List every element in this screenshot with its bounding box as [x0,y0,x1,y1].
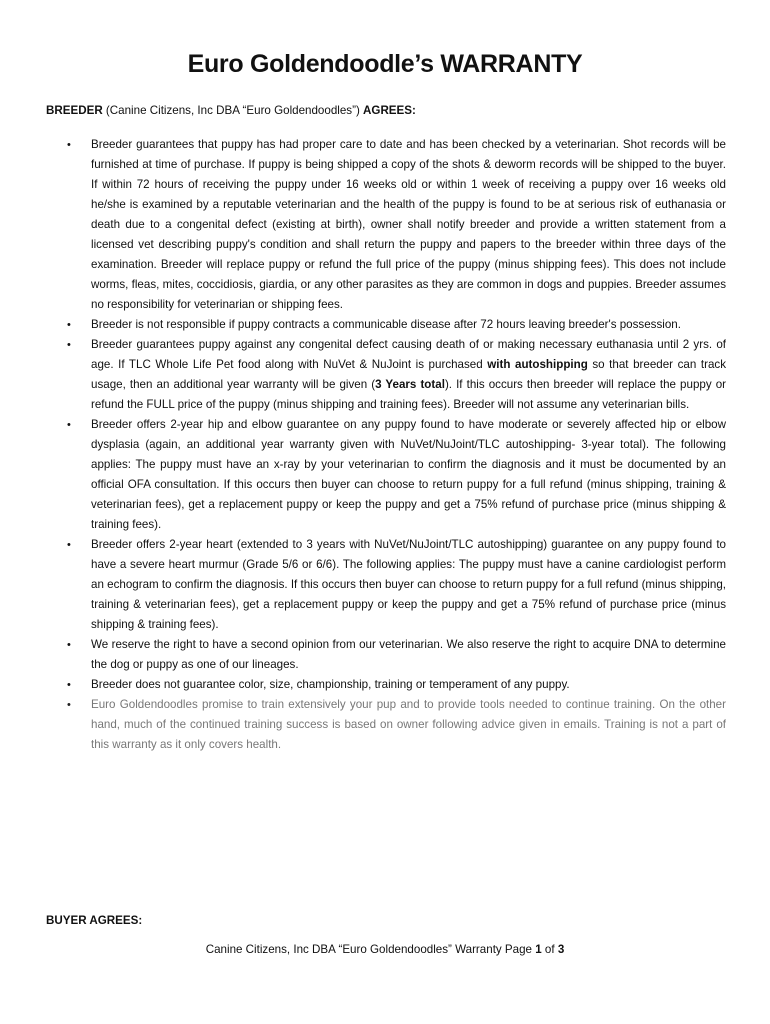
clause-text: Breeder offers 2-year hip and elbow guarantee on any puppy found to have moderate or severely affected hip or elbow dysplasia (again, an additional year warranty given with NuVet/NuJoint/TLC autoshipping- 3-year total). The following applies: The puppy must have an x-ray by your veterinarian to confirm the diagnosis and it must be documented by an official OFA consultation. If this occurs then buyer can choose to return puppy for a full refund (minus shipping, training & veterinarian fees), get a replacement puppy or keep the puppy and get a 75% refund of purchase price (minus shipping & training fees). [91,418,726,531]
page-title: Euro Goldendoodle’s WARRANTY [187,50,583,78]
bullet-icon: • [67,419,71,431]
clause-text: Euro Goldendoodles promise to train extensively your pup and to provide tools needed to continue training. On the other hand, much of the continued training success is based on owner following advice given in emails. Training is not a part of this warranty as it only covers health. [91,698,726,751]
footer-page-total: 3 [557,943,565,956]
clause-training [46,695,726,755]
breeder-agrees: AGREES: [363,104,416,117]
clause-text: Breeder is not responsible if puppy contracts a communicable disease after 72 hours leaving breeder's possession. [91,318,681,331]
footer-prefix: Canine Citizens, Inc DBA “Euro Goldendoodles” Warranty Page [205,943,536,956]
bullet-icon: • [67,139,71,151]
breeder-intro [46,104,416,117]
bullet-icon: • [67,639,71,651]
footer-page-number: 1 [535,943,542,956]
bullet-icon: • [67,319,71,331]
clause-no-guarantee [46,675,726,695]
clause-communicable-disease [46,315,726,335]
buyer-agrees-heading: BUYER AGREES: [46,914,143,927]
breeder-label: BREEDER [46,104,103,117]
footer-of: of [541,943,558,956]
clause-text-part2: so that breeder can track usage, then an additional year warranty will be given ( [91,358,726,391]
clause-bold-autoshipping: with autoshipping [487,358,588,371]
bullet-icon: • [67,339,71,351]
clause-text-part1: Breeder guarantees puppy against any congenital defect causing death of or making necessary euthanasia until 2 yrs. of age. If TLC Whole Life Pet food along with NuVet & NuJoint is purchased [91,338,726,371]
bullet-icon: • [67,539,71,551]
breeder-clauses-list [46,135,726,755]
clause-bold-years-total: 3 Years total [375,378,445,391]
clause-proper-care [46,135,726,315]
clause-second-opinion [46,635,726,675]
clause-text: We reserve the right to have a second opinion from our veterinarian. We also reserve the right to acquire DNA to determine the dog or puppy as one of our lineages. [91,638,726,671]
clause-text: Breeder guarantees that puppy has had proper care to date and has been checked by a veterinarian. Shot records will be furnished at time of purchase. If puppy is being shipped a copy of the shots & deworm records will be shipped to the buyer. If within 72 hours of receiving the puppy under 16 weeks old or within 1 week of receiving a puppy over 16 weeks old he/she is examined by a reputable veterinarian and the health of the puppy is found to be at serious risk of euthanasia or death due to a congenital defect (existing at birth), owner shall notify breeder and provide a written statement from a licensed vet describing puppy's condition and shall return the puppy and papers to the breeder within three days of the examination. Breeder will replace puppy or refund the full price of the puppy (minus shipping fees). This does not include worms, fleas, mites, coccidiosis, giardia, or any other parasites as they are common in dogs and puppies. Breeder assumes no responsibility for veterinarian or shipping fees. [91,138,726,311]
clause-heart [46,535,726,635]
clause-text-part3: ). If this occurs then breeder will replace the puppy or refund the FULL price of the puppy (minus shipping and training fees). Breeder will not assume any veterinarian bills. [91,378,727,411]
page-footer [0,943,770,956]
clause-hip-elbow [46,415,726,535]
breeder-entity: (Canine Citizens, Inc DBA “Euro Goldendoodles”) [102,104,364,117]
clause-text: Breeder offers 2-year heart (extended to 3 years with NuVet/NuJoint/TLC autoshipping) guarantee on any puppy found to have a severe heart murmur (Grade 5/6 or 6/6). The following applies: The puppy must have a canine cardiologist perform an echogram to confirm the diagnosis. If this occurs then buyer can choose to return puppy for a full refund (minus shipping, training & veterinarian fees), get a replacement puppy or keep the puppy and get a 75% refund of purchase price (minus shipping & training fees). [91,538,726,631]
clause-congenital-defect [46,335,726,415]
clause-text: Breeder does not guarantee color, size, championship, training or temperament of any puppy. [91,678,570,691]
bullet-icon: • [67,699,71,711]
bullet-icon: • [67,679,71,691]
